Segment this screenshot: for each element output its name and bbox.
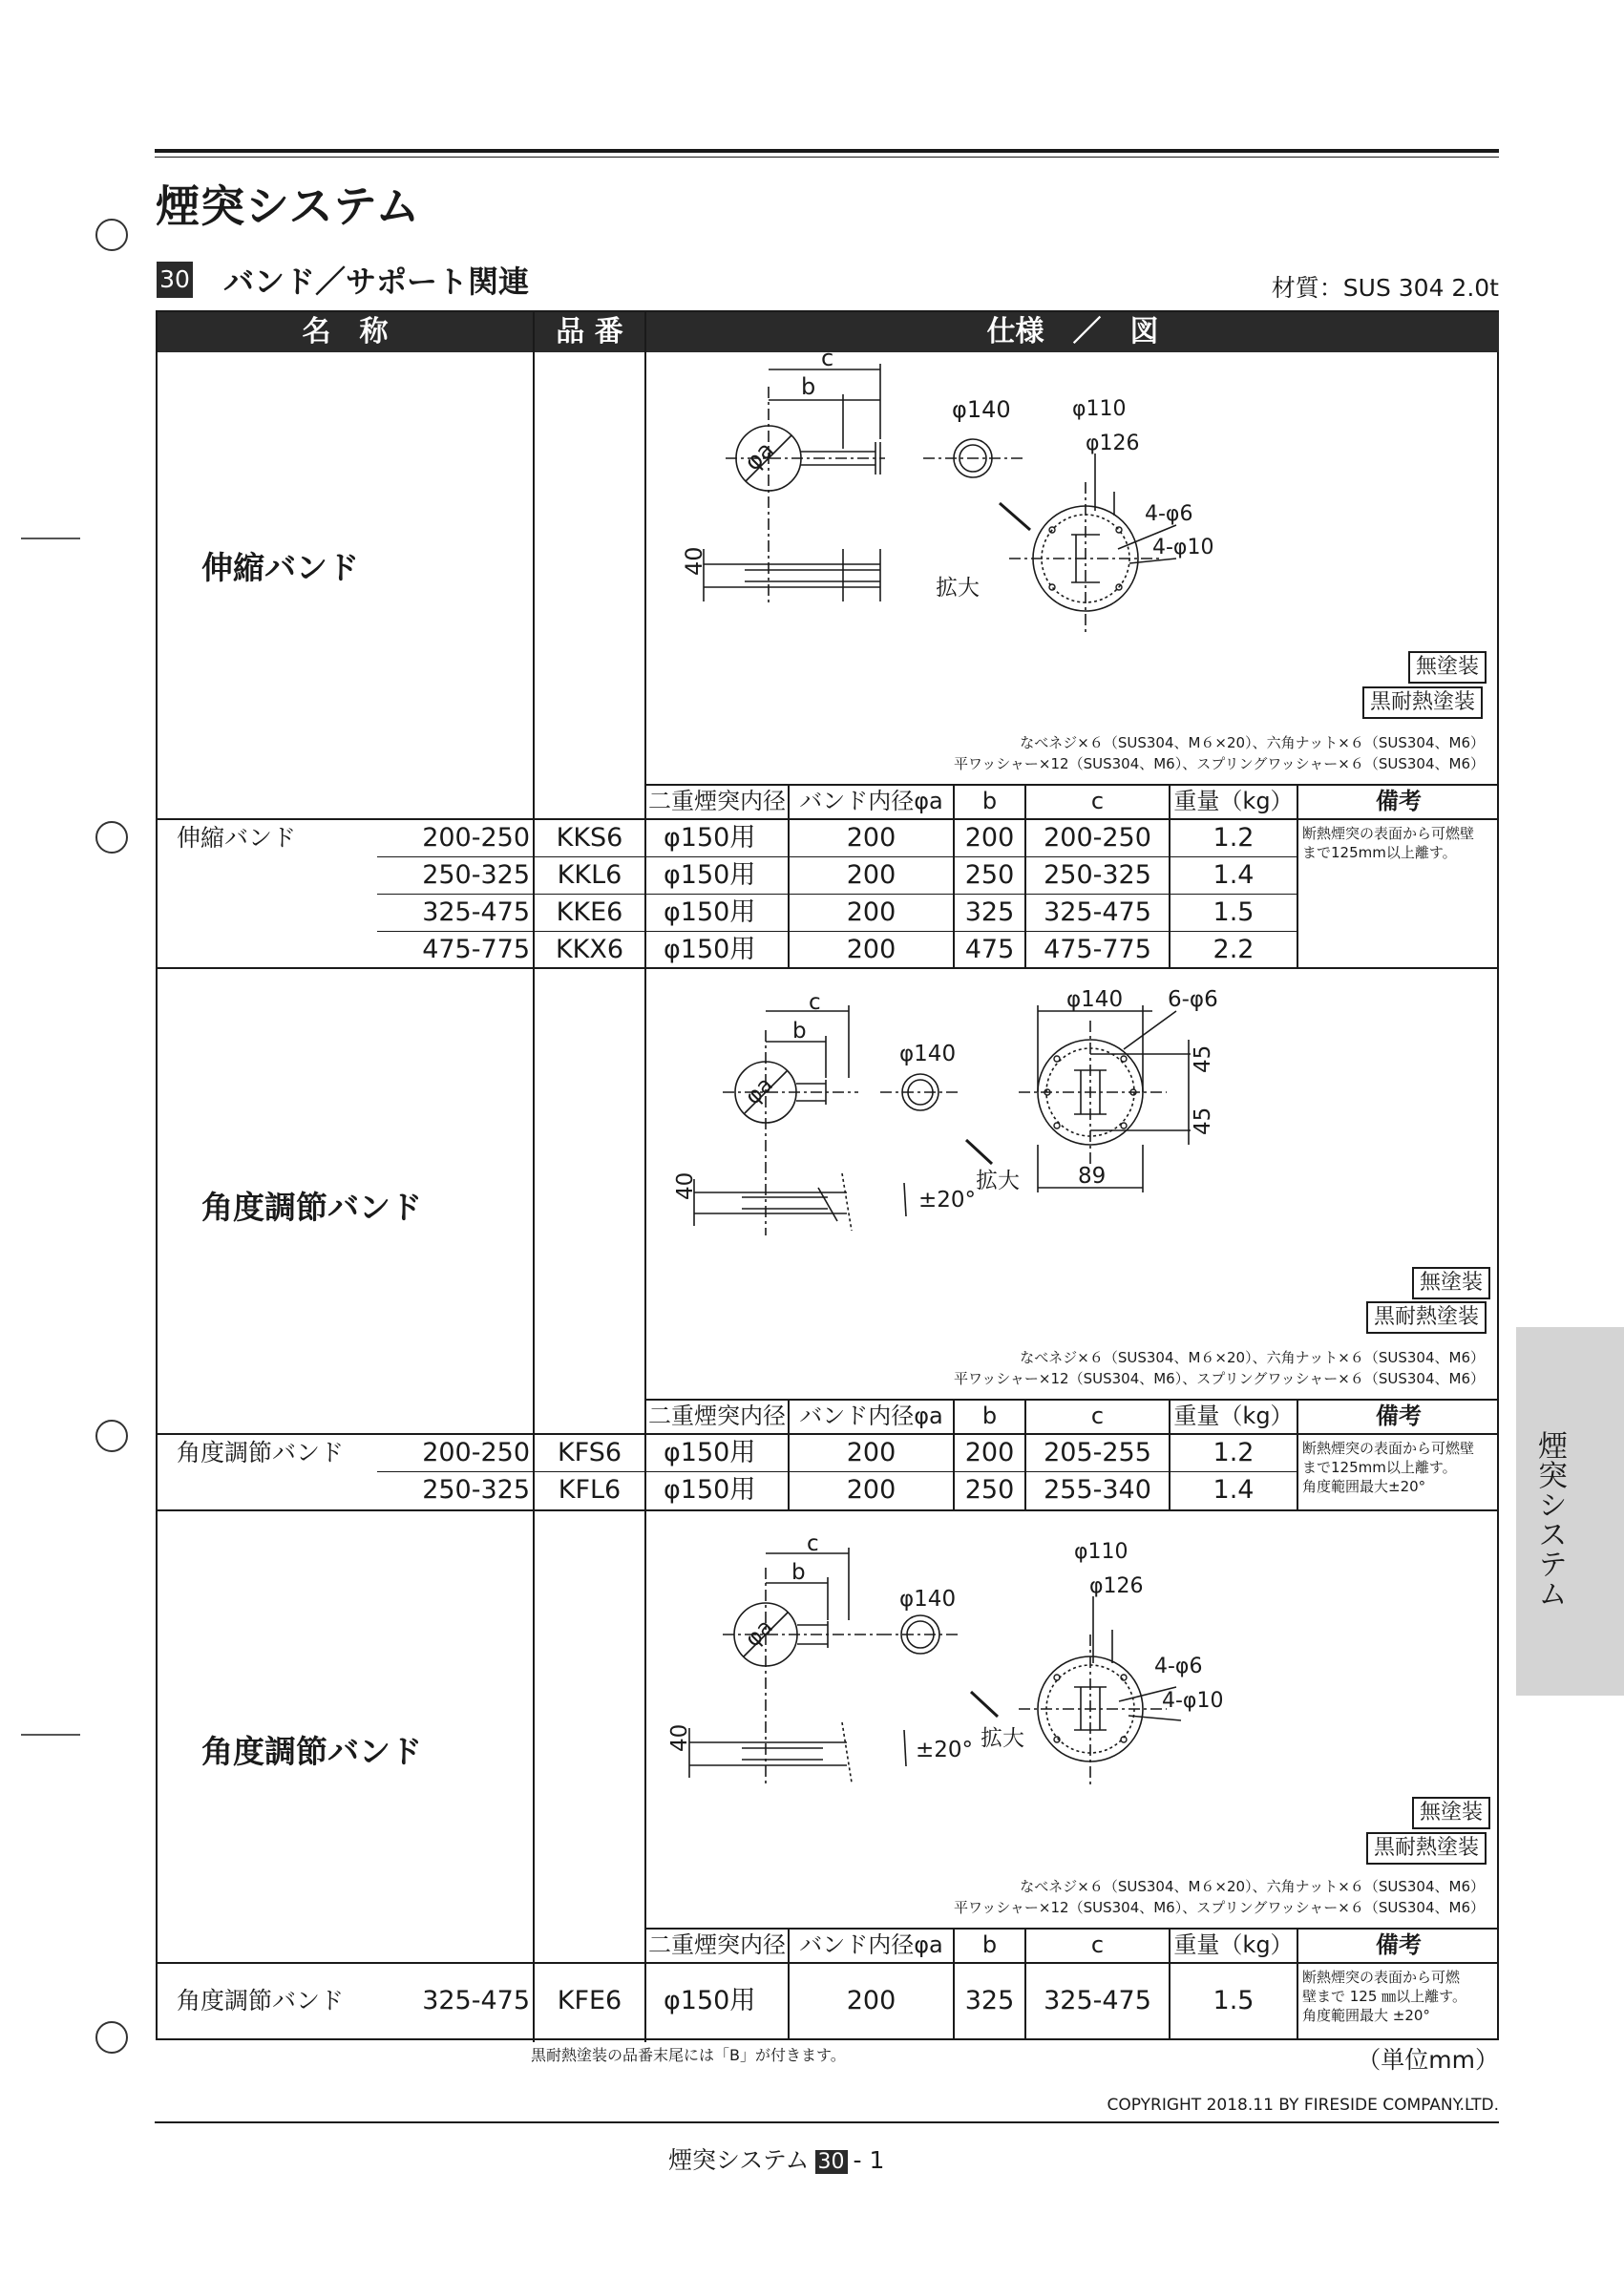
dim-label: 45 — [1191, 1044, 1215, 1073]
subheader-cell: バンド内径φa — [799, 788, 943, 814]
row-inner: φ150用 — [664, 860, 756, 890]
band-diagram — [646, 987, 1497, 1250]
band-diagram — [646, 1531, 1497, 1806]
finish-tag: 黒耐熱塗装 — [1362, 686, 1483, 719]
dim-label: 4-φ10 — [1152, 536, 1214, 559]
remarks: 断熱煙突の表面から可燃壁 まで125mm以上離す。 — [1302, 825, 1475, 861]
finish-tag: 無塗装 — [1408, 651, 1487, 684]
page-section-badge: 30 — [815, 2150, 848, 2174]
binder-hole — [95, 1420, 128, 1452]
row-c: 200-250 — [1044, 823, 1151, 853]
enlarge-label: 拡大 — [981, 1726, 1024, 1751]
figure-angle-band-2 — [646, 1531, 1497, 1806]
product-name: 伸縮バンド — [201, 549, 359, 586]
dim-label: φ140 — [952, 396, 1011, 423]
row-weight: 1.2 — [1213, 823, 1255, 853]
finish-tag: 無塗装 — [1412, 1797, 1490, 1829]
dim-label: φ140 — [899, 1587, 957, 1612]
figure-extension-band — [646, 345, 1497, 644]
subheader-cell: b — [981, 788, 998, 814]
row-band: 200 — [846, 1438, 896, 1467]
enlarge-label: 拡大 — [976, 1169, 1020, 1193]
subheader-cell: c — [1090, 788, 1105, 814]
finish-tag: 無塗装 — [1412, 1267, 1490, 1299]
page-title: 煙突システム — [156, 180, 421, 232]
angle-label: ±20° — [918, 1188, 977, 1213]
subheader-cell: 二重煙突内径 — [648, 1403, 786, 1429]
page-suffix: - 1 — [853, 2146, 885, 2174]
subheader-cell: 重量（kg） — [1173, 788, 1294, 814]
row-b: 475 — [964, 935, 1015, 964]
dim-label: φ110 — [1072, 397, 1127, 421]
row-b: 250 — [964, 860, 1015, 890]
row-name: 角度調節バンド — [177, 1987, 345, 2014]
row-part: KFE6 — [557, 1986, 622, 2015]
product-name: 角度調節バンド — [201, 1733, 422, 1770]
margin-mark — [21, 538, 80, 539]
row-part: KFS6 — [557, 1438, 622, 1467]
dim-label: 6-φ6 — [1168, 987, 1218, 1012]
dim-label: 40 — [667, 1723, 692, 1752]
row-weight: 1.4 — [1213, 860, 1255, 890]
row-band: 200 — [846, 897, 896, 927]
dim-label: 40 — [673, 1171, 698, 1200]
remarks: 断熱煙突の表面から可燃壁 まで125mm以上離す。 角度範囲最大±20° — [1302, 1440, 1475, 1495]
row-b: 200 — [964, 1438, 1015, 1467]
row-c: 250-325 — [1044, 860, 1151, 890]
section-number: 30 — [157, 262, 193, 298]
header-spec: 仕様 ／ 図 — [646, 312, 1499, 352]
row-part: KKX6 — [555, 935, 624, 964]
binder-hole — [95, 821, 128, 854]
dim-label: 4-φ10 — [1162, 1689, 1224, 1713]
row-inner: φ150用 — [664, 1475, 756, 1505]
dim-label: φ126 — [1086, 432, 1140, 455]
row-part: KKL6 — [557, 860, 622, 890]
row-weight: 1.5 — [1213, 897, 1255, 927]
row-range: 475-775 — [422, 935, 530, 964]
dim-label: 4-φ6 — [1154, 1655, 1203, 1678]
row-inner: φ150用 — [664, 935, 756, 964]
row-inner: φ150用 — [664, 1986, 756, 2015]
column-divider — [533, 312, 535, 2042]
dim-label: φ140 — [899, 1042, 957, 1066]
row-c: 325-475 — [1044, 897, 1151, 927]
dim-label: φ110 — [1074, 1540, 1128, 1564]
row-inner: φ150用 — [664, 823, 756, 853]
subheader-cell: 備考 — [1376, 788, 1422, 814]
row-inner: φ150用 — [664, 1438, 756, 1467]
section-divider — [158, 1509, 1499, 1511]
enlarge-label: 拡大 — [936, 576, 980, 601]
row-range: 250-325 — [422, 1475, 530, 1505]
row-b: 200 — [964, 823, 1015, 853]
row-band: 200 — [846, 860, 896, 890]
row-range: 325-475 — [422, 1986, 530, 2015]
dim-label: 40 — [681, 546, 707, 576]
row-range: 200-250 — [422, 823, 530, 853]
dim-label: 45 — [1191, 1107, 1215, 1135]
row-c: 255-340 — [1044, 1475, 1151, 1505]
unit-label: （単位mm） — [1357, 2046, 1499, 2074]
header-part-no: 品 番 — [535, 312, 644, 352]
subheader-cell: 備考 — [1376, 1403, 1422, 1429]
row-range: 250-325 — [422, 860, 530, 890]
row-band: 200 — [846, 1986, 896, 2015]
remarks: 断熱煙突の表面から可燃 壁まで 125 ㎜以上離す。 角度範囲最大 ±20° — [1302, 1969, 1466, 2024]
row-b: 325 — [964, 897, 1015, 927]
subheader-cell: 備考 — [1376, 1931, 1422, 1958]
dim-label: c — [809, 990, 821, 1015]
dim-label: b — [801, 373, 816, 400]
footnote: 黒耐熱塗装の品番末尾には「B」が付きます。 — [531, 2046, 846, 2064]
dim-label: φa — [739, 435, 779, 476]
row-name: 伸縮バンド — [177, 824, 297, 852]
margin-mark — [21, 1734, 80, 1736]
dim-label: φa — [740, 1614, 778, 1653]
finish-tag: 黒耐熱塗装 — [1366, 1832, 1487, 1865]
dim-label: c — [807, 1531, 819, 1556]
page-label-text: 煙突システム — [668, 2146, 810, 2174]
subheader-cell: b — [981, 1403, 998, 1429]
figure-angle-band — [646, 987, 1497, 1250]
side-tab-label: 煙突システム — [1532, 1430, 1567, 1608]
band-diagram — [646, 345, 1497, 644]
row-part: KKE6 — [556, 897, 623, 927]
dim-label: φ126 — [1089, 1574, 1144, 1598]
copyright: COPYRIGHT 2018.11 BY FIRESIDE COMPANY.LTD. — [1107, 2096, 1499, 2115]
row-weight: 1.4 — [1213, 1475, 1255, 1505]
row-part: KFL6 — [558, 1475, 622, 1505]
row-inner: φ150用 — [664, 897, 756, 927]
hardware-note: なべネジ×６（SUS304、M６×20）、六角ナット×６（SUS304、M6） 平ワッシャー×12（SUS304、M6）、スプリングワッシャー×６（SUS304、M6） — [953, 734, 1485, 772]
subheader-cell: 重量（kg） — [1173, 1931, 1294, 1958]
row-b: 250 — [964, 1475, 1015, 1505]
dim-label: b — [792, 1019, 807, 1044]
hardware-note: なべネジ×６（SUS304、M６×20）、六角ナット×６（SUS304、M6） 平ワッシャー×12（SUS304、M6）、スプリングワッシャー×６（SUS304、M6） — [953, 1349, 1485, 1387]
top-rule — [155, 149, 1499, 153]
subheader-cell: c — [1090, 1931, 1105, 1958]
row-band: 200 — [846, 935, 896, 964]
spec-table — [156, 310, 1499, 2040]
header-name: 名 称 — [158, 312, 533, 352]
row-c: 205-255 — [1044, 1438, 1151, 1467]
dim-label: b — [791, 1560, 806, 1585]
hardware-note: なべネジ×６（SUS304、M６×20）、六角ナット×６（SUS304、M6） 平ワッシャー×12（SUS304、M6）、スプリングワッシャー×６（SUS304、M6） — [953, 1878, 1485, 1916]
subheader-cell: 二重煙突内径 — [648, 788, 786, 814]
row-weight: 1.5 — [1213, 1986, 1255, 2015]
dim-label: φ140 — [1066, 987, 1124, 1012]
subheader-cell: 重量（kg） — [1173, 1403, 1294, 1429]
bottom-rule — [155, 2121, 1499, 2123]
material-spec: 材質：SUS 304 2.0t — [1271, 274, 1499, 302]
top-rule-thin — [155, 157, 1499, 158]
row-band: 200 — [846, 823, 896, 853]
row-name: 角度調節バンド — [177, 1439, 345, 1466]
dim-label: 4-φ6 — [1145, 502, 1193, 526]
row-part: KKS6 — [556, 823, 623, 853]
row-b: 325 — [964, 1986, 1015, 2015]
row-weight: 1.2 — [1213, 1438, 1255, 1467]
subheader-cell: 二重煙突内径 — [648, 1931, 786, 1958]
subheader-cell: バンド内径φa — [799, 1931, 943, 1958]
angle-label: ±20° — [916, 1738, 974, 1762]
dim-label: φa — [740, 1072, 778, 1110]
row-band: 200 — [846, 1475, 896, 1505]
row-weight: 2.2 — [1213, 935, 1255, 964]
subheader-cell: バンド内径φa — [799, 1403, 943, 1429]
dim-label: c — [821, 345, 834, 371]
binder-hole — [95, 219, 128, 251]
row-c: 475-775 — [1044, 935, 1151, 964]
row-range: 200-250 — [422, 1438, 530, 1467]
section-title: バンド／サポート関連 — [223, 264, 530, 300]
dim-label: 89 — [1078, 1164, 1107, 1189]
row-range: 325-475 — [422, 897, 530, 927]
finish-tag: 黒耐熱塗装 — [1366, 1301, 1487, 1334]
product-name: 角度調節バンド — [201, 1189, 422, 1226]
page-number — [668, 2141, 884, 2176]
row-c: 325-475 — [1044, 1986, 1151, 2015]
subheader-cell: c — [1090, 1403, 1105, 1429]
subheader-cell: b — [981, 1931, 998, 1958]
binder-hole — [95, 2021, 128, 2054]
